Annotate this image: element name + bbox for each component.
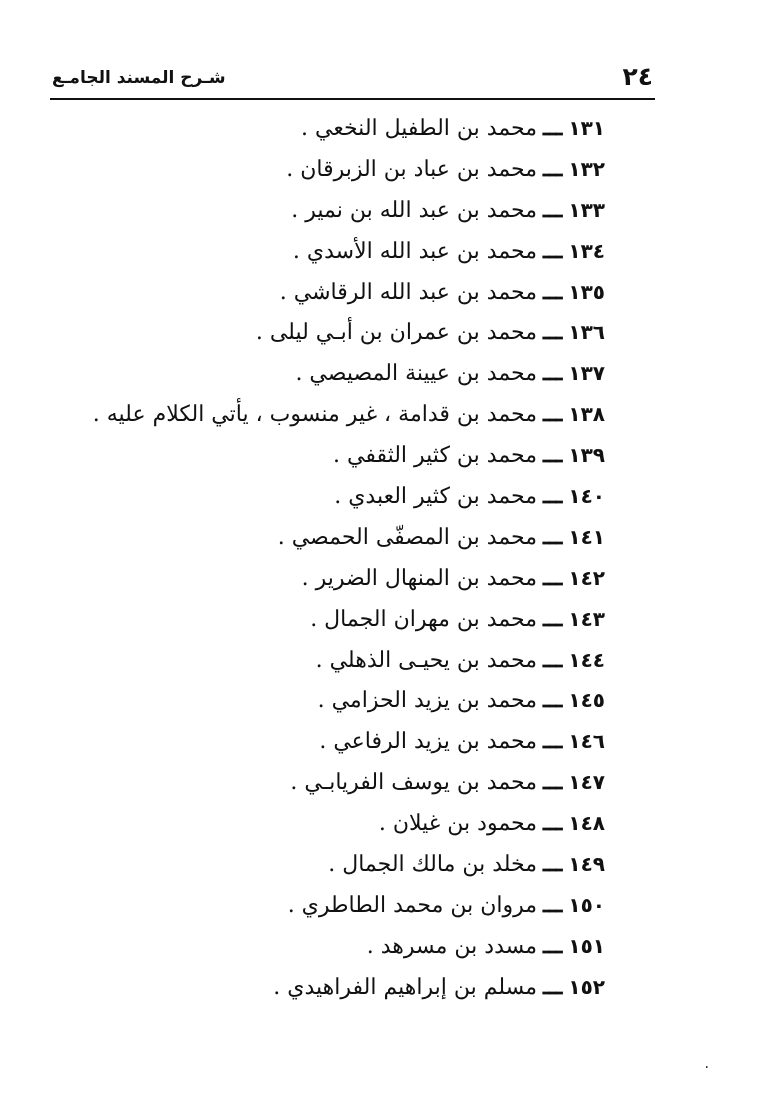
entry-number: ١٤٥ bbox=[568, 688, 605, 713]
entry-name: محمد بن قدامة ، غير منسوب ، يأتي الكلام عليه . bbox=[92, 402, 538, 428]
list-item bbox=[45, 272, 605, 313]
entry-name: مسلم بن إبراهيم الفراهيدي . bbox=[273, 974, 538, 1000]
entry-separator: ـــ bbox=[543, 401, 563, 428]
entry-name: محمد بن المنهال الضرير . bbox=[301, 565, 538, 591]
entry-name: مخلد بن مالك الجمال . bbox=[328, 852, 538, 878]
entry-separator: ـــ bbox=[543, 605, 563, 632]
entry-separator: ـــ bbox=[543, 115, 563, 141]
entry-name: محمد بن يزيد الرفاعي . bbox=[319, 729, 538, 755]
entry-separator: ـــ bbox=[543, 564, 563, 591]
entry-number: ١٣٣ bbox=[568, 197, 605, 222]
entry-name: محمد بن يزيد الحزامي . bbox=[317, 688, 538, 714]
list-item bbox=[45, 762, 605, 803]
list-item bbox=[45, 599, 605, 640]
entry-number: ١٣١ bbox=[568, 116, 605, 140]
entry-separator: ـــ bbox=[543, 769, 563, 796]
entry-separator: ـــ bbox=[543, 483, 563, 510]
entry-number: ١٤٠ bbox=[568, 484, 605, 509]
list-item bbox=[45, 844, 605, 885]
list-item bbox=[45, 885, 605, 926]
list-item bbox=[45, 108, 605, 149]
list-item bbox=[45, 721, 605, 762]
list-item bbox=[45, 558, 605, 599]
list-item bbox=[45, 149, 605, 190]
entry-separator: ـــ bbox=[543, 728, 563, 755]
entry-name: محمد بن الطفيل النخعي . bbox=[301, 116, 538, 141]
entry-number: ١٤٣ bbox=[568, 606, 605, 631]
entry-number: ١٤٨ bbox=[568, 811, 605, 836]
entry-name: محمد بن عمران بن أبـي ليلى . bbox=[255, 320, 538, 346]
list-item bbox=[45, 231, 605, 272]
entry-name: محمود بن غيلان . bbox=[378, 811, 538, 837]
entry-number: ١٣٥ bbox=[568, 279, 605, 304]
entry-name: محمد بن كثير العبدي . bbox=[334, 484, 538, 510]
entry-number: ١٥١ bbox=[568, 933, 605, 958]
entry-name: محمد بن عبد الله الرقاشي . bbox=[279, 279, 538, 305]
entry-name: محمد بن المصفّى الحمصي . bbox=[277, 524, 538, 550]
entry-separator: ـــ bbox=[543, 973, 563, 1000]
entry-separator: ـــ bbox=[543, 237, 563, 264]
list-item bbox=[45, 640, 605, 681]
entry-number: ١٤٧ bbox=[568, 770, 605, 795]
entry-name: مسدد بن مسرهد . bbox=[366, 933, 538, 959]
stray-ink-mark: ٠ bbox=[703, 1059, 711, 1075]
entry-name: محمد بن عبد الله الأسدي . bbox=[292, 238, 538, 264]
entry-separator: ـــ bbox=[543, 155, 563, 182]
entry-name: محمد بن كثير الثقفي . bbox=[333, 443, 538, 469]
entry-name: محمد بن يحيـى الذهلي . bbox=[315, 647, 538, 673]
entry-separator: ـــ bbox=[543, 319, 563, 346]
entry-separator: ـــ bbox=[543, 687, 563, 714]
entry-number: ١٤١ bbox=[568, 524, 605, 549]
running-title: شـرح المسند الجامـع bbox=[52, 68, 226, 88]
entry-separator: ـــ bbox=[543, 523, 563, 550]
list-item bbox=[45, 517, 605, 558]
entry-name: محمد بن عبد الله بن نمير . bbox=[291, 197, 538, 223]
entry-separator: ـــ bbox=[543, 891, 563, 918]
entry-number: ١٤٦ bbox=[568, 729, 605, 754]
list-item bbox=[45, 680, 605, 721]
entry-separator: ـــ bbox=[543, 851, 563, 878]
entry-separator: ـــ bbox=[543, 932, 563, 959]
entry-number: ١٣٨ bbox=[568, 402, 605, 427]
entry-number: ١٥٢ bbox=[568, 974, 605, 999]
page-number: ٢٤ bbox=[622, 62, 653, 91]
entry-number: ١٣٤ bbox=[568, 238, 605, 263]
list-item bbox=[45, 353, 605, 394]
entry-separator: ـــ bbox=[543, 810, 563, 837]
entry-number: ١٥٠ bbox=[568, 892, 605, 917]
page-header bbox=[50, 62, 655, 100]
entry-number: ١٣٧ bbox=[568, 361, 605, 386]
entry-name: محمد بن يوسف الفريابـي . bbox=[290, 770, 538, 796]
list-item bbox=[45, 394, 605, 435]
list-item bbox=[45, 312, 605, 353]
list-item bbox=[45, 190, 605, 231]
list-item bbox=[45, 967, 605, 1008]
entry-separator: ـــ bbox=[543, 646, 563, 673]
entry-separator: ـــ bbox=[543, 442, 563, 469]
header-rule bbox=[50, 98, 655, 100]
entry-separator: ـــ bbox=[543, 278, 563, 305]
entry-number: ١٤٩ bbox=[568, 852, 605, 877]
entry-name: محمد بن عيينة المصيصي . bbox=[295, 361, 538, 387]
narrator-list bbox=[45, 108, 605, 1008]
list-item bbox=[45, 803, 605, 844]
entry-number: ١٣٩ bbox=[568, 443, 605, 468]
entry-separator: ـــ bbox=[543, 196, 563, 223]
entry-name: محمد بن عباد بن الزبرقان . bbox=[286, 156, 538, 182]
entry-name: مروان بن محمد الطاطري . bbox=[287, 892, 538, 918]
entry-number: ١٤٢ bbox=[568, 565, 605, 590]
entry-number: ١٣٢ bbox=[568, 156, 605, 181]
entry-name: محمد بن مهران الجمال . bbox=[310, 606, 538, 632]
list-item bbox=[45, 926, 605, 967]
entry-separator: ـــ bbox=[543, 360, 563, 387]
list-item bbox=[45, 435, 605, 476]
entry-number: ١٣٦ bbox=[568, 320, 605, 345]
list-item bbox=[45, 476, 605, 517]
entry-number: ١٤٤ bbox=[568, 647, 605, 672]
